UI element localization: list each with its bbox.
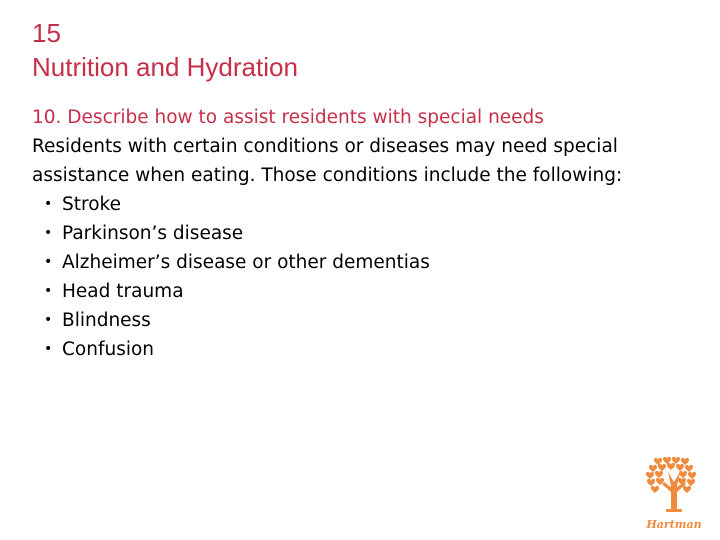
list-item [32,277,692,306]
bullet-icon: • [44,225,53,241]
chapter-number: 15 [32,18,61,48]
list-item-label: Confusion [62,339,155,360]
list-item-label: Blindness [62,310,151,331]
list-item-label: Alzheimer’s disease or other dementias [62,252,430,273]
list-item-label: Parkinson’s disease [62,223,244,244]
list-item [32,190,692,219]
heart-tree-icon [642,456,706,532]
bullet-icon: • [44,283,53,299]
list-item-label: Stroke [62,194,121,215]
slide-content [32,103,692,364]
slide-title [32,16,692,84]
bullet-icon: • [44,312,53,328]
list-item-label: Head trauma [62,281,184,302]
bullet-icon: • [44,341,53,357]
hartman-logo [642,456,706,532]
intro-paragraph: Residents with certain conditions or diseases may need special assistance when eating. Those conditions include the following: [32,136,623,186]
logo-text: Hartman [646,518,702,531]
chapter-title: Nutrition and Hydration [32,52,298,82]
conditions-list [32,190,692,364]
list-item [32,248,692,277]
learning-objective: 10. Describe how to assist residents with special needs [32,107,544,128]
bullet-icon: • [44,196,53,212]
list-item [32,306,692,335]
list-item [32,219,692,248]
list-item [32,335,692,364]
bullet-icon: • [44,254,53,270]
